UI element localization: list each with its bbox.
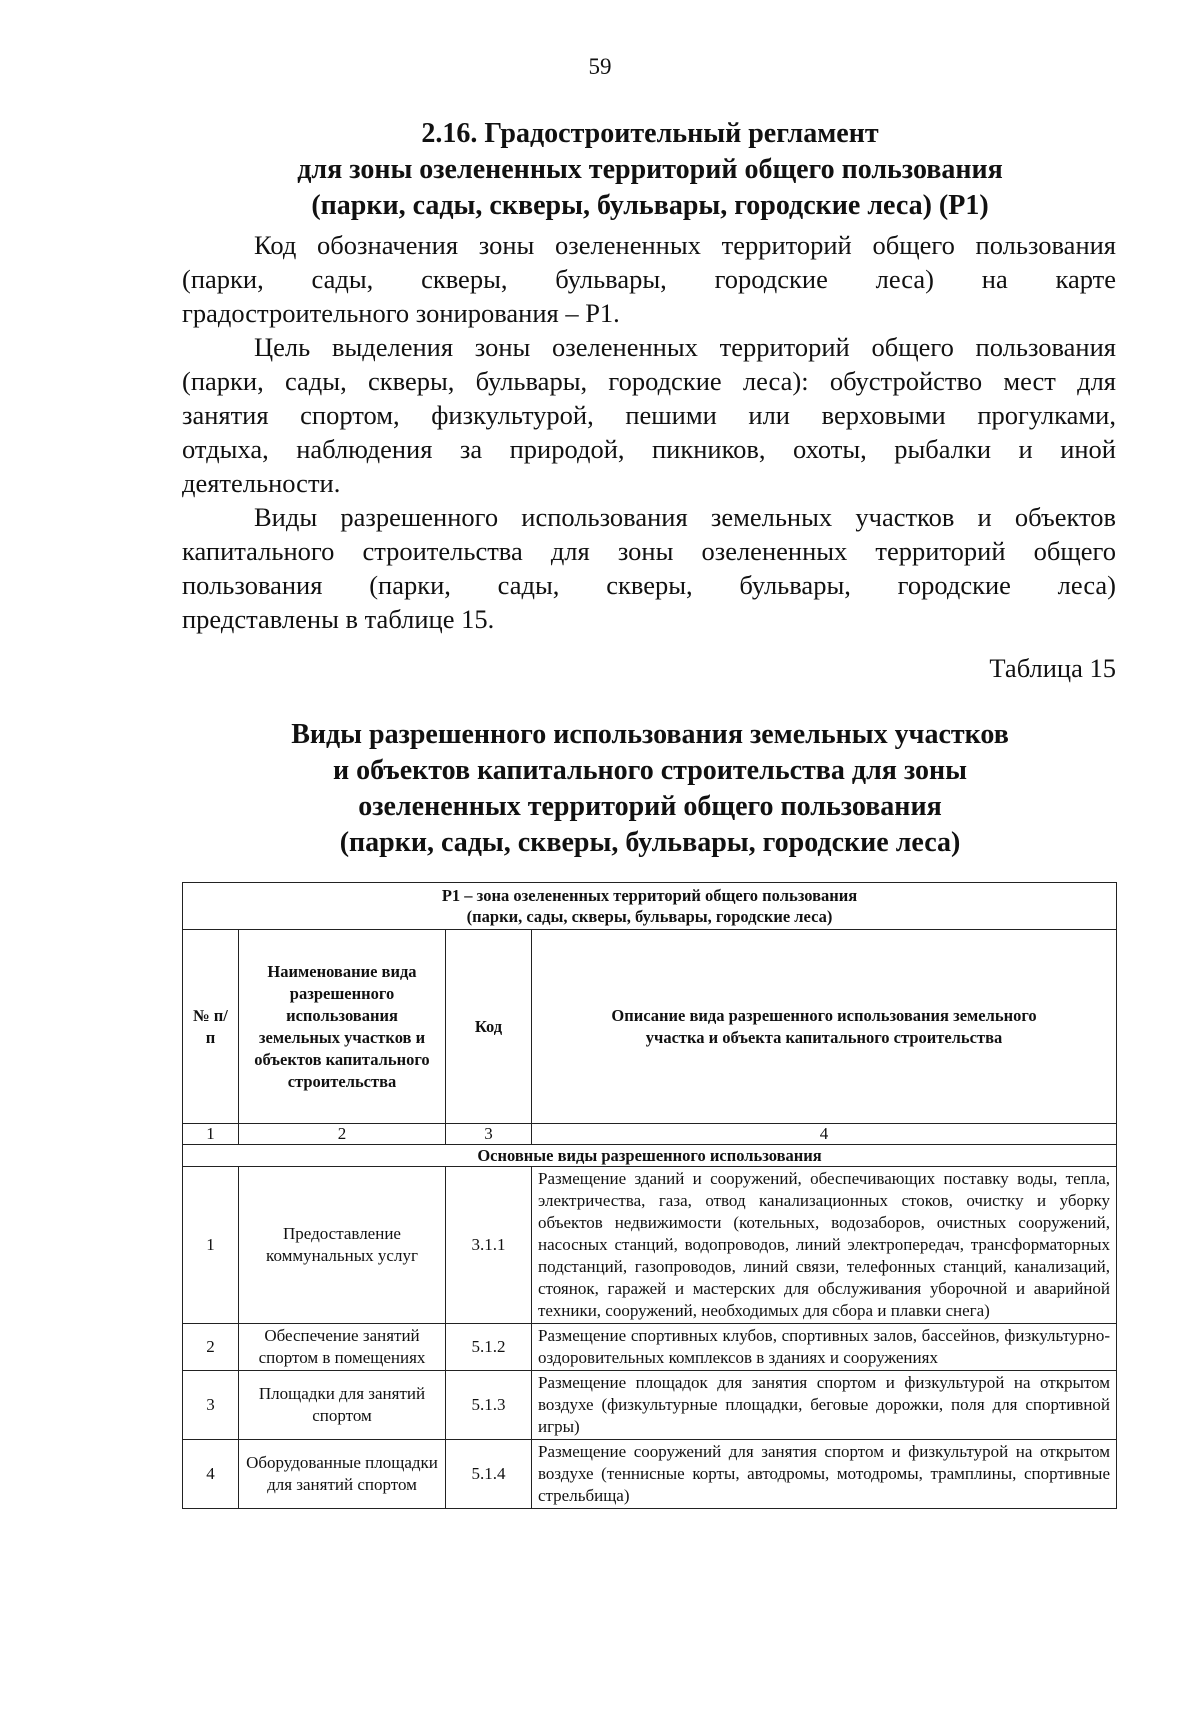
table-row xyxy=(183,1440,1117,1509)
text-line: (парки, сады, скверы, бульвары, городские леса) на карте xyxy=(182,264,1116,294)
table-heading-line: и объектов капитального строительства для зоны xyxy=(332,755,968,786)
header-description: Описание вида разрешенного использования земельного участка и объекта капитального строительства xyxy=(532,930,1117,1124)
table-row xyxy=(183,1371,1117,1440)
column-index: 2 xyxy=(239,1124,446,1145)
text-line: капитального строительства для зоны озелененных территорий общего xyxy=(182,536,1116,566)
row-name: Обеспечение занятий спортом в помещениях xyxy=(239,1324,446,1371)
row-code: 5.1.3 xyxy=(446,1371,532,1440)
section-label: Основные виды разрешенного использования xyxy=(183,1145,1117,1167)
row-code: 3.1.1 xyxy=(446,1167,532,1324)
row-name: Оборудованные площадки для занятий спортом xyxy=(239,1440,446,1509)
regulation-table xyxy=(182,882,1117,1509)
text-line: Код обозначения зоны озелененных территорий общего пользования xyxy=(254,230,1116,260)
table-section-row xyxy=(183,1145,1117,1167)
header-code: Код xyxy=(446,930,532,1124)
row-description: Размещение сооружений для занятия спортом и физкультурой на открытом воздухе (теннисные корты, автодромы, мотодромы, трамплины, спортивные стрельбища) xyxy=(532,1440,1117,1509)
column-index: 4 xyxy=(532,1124,1117,1145)
row-name: Площадки для занятий спортом xyxy=(239,1371,446,1440)
text-line: представлены в таблице 15. xyxy=(182,604,495,634)
text-line: занятия спортом, физкультурой, пешими или верховыми прогулками, xyxy=(182,400,1116,430)
column-index: 3 xyxy=(446,1124,532,1145)
page-number: 59 xyxy=(588,54,612,79)
text-line: отдыха, наблюдения за природой, пикников, охоты, рыбалки и иной xyxy=(182,434,1116,464)
body-text xyxy=(182,228,1116,636)
zone-title-line: Р1 – зона озелененных территорий общего пользования xyxy=(441,886,858,905)
table-caption: Таблица 15 xyxy=(989,653,1116,683)
text-line: деятельности. xyxy=(182,468,341,498)
row-code: 5.1.4 xyxy=(446,1440,532,1509)
table-row xyxy=(183,1167,1117,1324)
zone-title xyxy=(183,883,1117,930)
text-line: Виды разрешенного использования земельных участков и объектов xyxy=(254,502,1116,532)
section-heading-line: 2.16. Градостроительный регламент xyxy=(421,118,879,149)
row-code: 5.1.2 xyxy=(446,1324,532,1371)
text-line: Цель выделения зоны озелененных территорий общего пользования xyxy=(254,332,1116,362)
section-heading xyxy=(180,116,1120,224)
paragraph-permitted-uses xyxy=(182,500,1116,636)
header-num: № п/п xyxy=(183,930,239,1124)
row-description: Размещение спортивных клубов, спортивных залов, бассейнов, физкультурно-оздоровительных комплексов в зданиях и сооружениях xyxy=(532,1324,1117,1371)
text-line: пользования (парки, сады, скверы, бульвары, городские леса) xyxy=(182,570,1116,600)
table-index-row xyxy=(183,1124,1117,1145)
row-name: Предоставление коммунальных услуг xyxy=(239,1167,446,1324)
paragraph-zone-code xyxy=(182,228,1116,330)
table-heading xyxy=(180,717,1120,861)
column-index: 1 xyxy=(183,1124,239,1145)
table-heading-line: Виды разрешенного использования земельных участков xyxy=(291,719,1009,750)
section-heading-line: для зоны озелененных территорий общего пользования xyxy=(297,154,1003,185)
table-zone-row xyxy=(183,883,1117,930)
table-header-row xyxy=(183,930,1117,1124)
header-name: Наименование вида разрешенного использования земельных участков и объектов капитального строительства xyxy=(239,930,446,1124)
text-line: (парки, сады, скверы, бульвары, городские леса): обустройство мест для xyxy=(182,366,1116,396)
table-heading-line: (парки, сады, скверы, бульвары, городские леса) xyxy=(339,827,961,858)
text-line: градостроительного зонирования – Р1. xyxy=(182,298,620,328)
paragraph-zone-purpose xyxy=(182,330,1116,500)
row-description: Размещение зданий и сооружений, обеспечивающих поставку воды, тепла, электричества, газа, отвод канализационных стоков, очистку и уборку объектов недвижимости (котельных, водозаборов, очистных сооружений, насосных станций, водопроводов, линий электропередач, трансформаторных подстанций, газопроводов, линий связи, телефонных станций, канализаций, стоянок, гаражей и мастерских для обслуживания уборочной и аварийной техники, сооружений, необходимых для сбора и плавки снега) xyxy=(532,1167,1117,1324)
row-num: 4 xyxy=(183,1440,239,1509)
table-heading-line: озелененных территорий общего пользования xyxy=(358,791,942,822)
section-heading-line: (парки, сады, скверы, бульвары, городские леса) (Р1) xyxy=(311,190,989,221)
row-num: 2 xyxy=(183,1324,239,1371)
table-row xyxy=(183,1324,1117,1371)
row-num: 3 xyxy=(183,1371,239,1440)
zone-title-line: (парки, сады, скверы, бульвары, городские леса) xyxy=(466,907,833,926)
row-description: Размещение площадок для занятия спортом и физкультурой на открытом воздухе (физкультурные площадки, беговые дорожки, поля для спортивной игры) xyxy=(532,1371,1117,1440)
row-num: 1 xyxy=(183,1167,239,1324)
